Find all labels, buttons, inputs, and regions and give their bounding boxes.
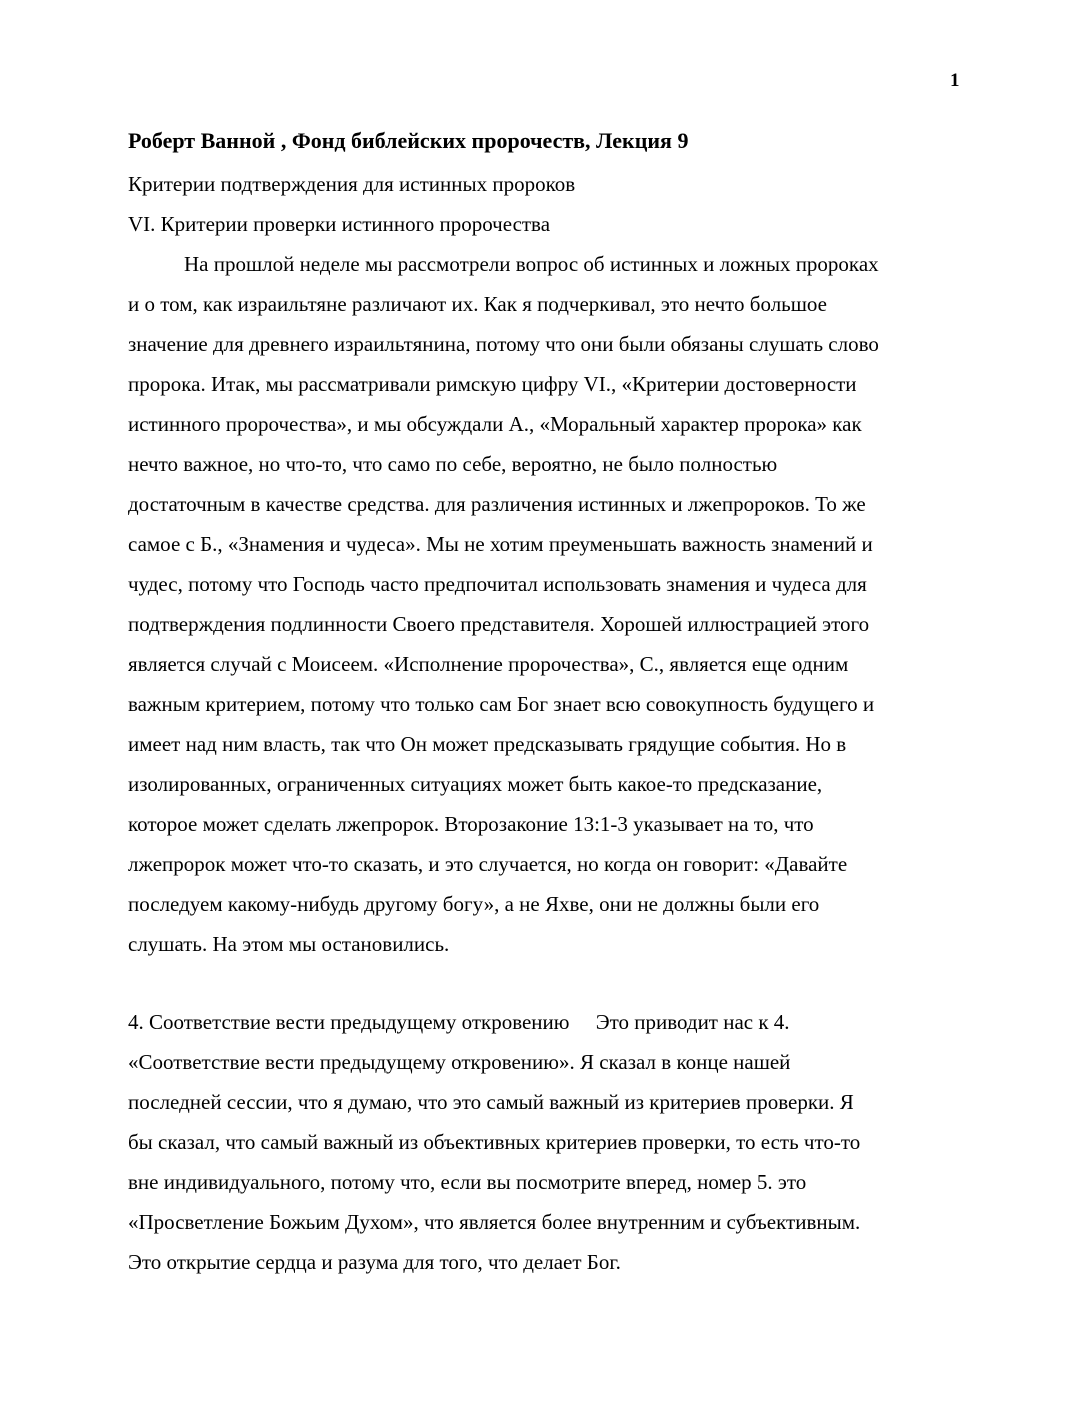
text-line: нечто важное, но что-то, что само по себе, вероятно, не было полностью xyxy=(128,452,778,476)
text-line: последней сессии, что я думаю, что это самый важный из критериев проверки. Я xyxy=(128,1090,854,1114)
text-line: пророка. Итак, мы рассматривали римскую цифру VI., «Критерии достоверности xyxy=(128,372,857,396)
text-line: значение для древнего израильтянина, потому что они были обязаны слушать слово xyxy=(128,332,879,356)
section-heading: VI. Критерии проверки истинного пророчества xyxy=(128,212,551,236)
text-line: чудес, потому что Господь часто предпочитал использовать знамения и чудеса для xyxy=(128,572,867,596)
subtitle: Критерии подтверждения для истинных пророков xyxy=(128,172,576,196)
text-line: Это открытие сердца и разума для того, что делает Бог. xyxy=(128,1250,621,1274)
text-line: имеет над ним власть, так что Он может предсказывать грядущие события. Но в xyxy=(128,732,847,756)
text-line: 4. Соответствие вести предыдущему откровению Это приводит нас к 4. xyxy=(128,1010,790,1034)
page-number: 1 xyxy=(950,70,960,91)
text-line: подтверждения подлинности Своего представителя. Хорошей иллюстрацией этого xyxy=(128,612,870,636)
text-line: «Просветление Божьим Духом», что является более внутренним и субъективным. xyxy=(128,1210,861,1234)
text-line: важным критерием, потому что только сам Бог знает всю совокупность будущего и xyxy=(128,692,875,716)
text-line: последуем какому-нибудь другому богу», а не Яхве, они не должны были его xyxy=(128,892,820,916)
document-title: Роберт Ванной , Фонд библейских пророчеств, Лекция 9 xyxy=(128,128,689,153)
text-line: является случай с Моисеем. «Исполнение пророчества», С., является еще одним xyxy=(128,652,849,676)
text-line: самое с Б., «Знамения и чудеса». Мы не хотим преуменьшать важность знамений и xyxy=(128,532,873,556)
paragraph-2 xyxy=(128,1002,968,1282)
text-line: истинного пророчества», и мы обсуждали А., «Моральный характер пророка» как xyxy=(128,412,862,436)
text-line: лжепророк может что-то сказать, и это случается, но когда он говорит: «Давайте xyxy=(128,852,848,876)
paragraph-1 xyxy=(128,244,968,964)
text-line: На прошлой неделе мы рассмотрели вопрос об истинных и ложных пророках xyxy=(184,252,879,276)
text-line: бы сказал, что самый важный из объективных критериев проверки, то есть что-то xyxy=(128,1130,861,1154)
text-line: достаточным в качестве средства. для различения истинных и лжепророков. То же xyxy=(128,492,866,516)
text-line: которое может сделать лжепророк. Второзаконие 13:1-3 указывает на то, что xyxy=(128,812,814,836)
text-line: вне индивидуального, потому что, если вы посмотрите вперед, номер 5. это xyxy=(128,1170,807,1194)
text-line: слушать. На этом мы остановились. xyxy=(128,932,450,956)
text-line: изолированных, ограниченных ситуациях может быть какое-то предсказание, xyxy=(128,772,823,796)
text-line: и о том, как израильтяне различают их. Как я подчеркивал, это нечто большое xyxy=(128,292,827,316)
text-line: «Соответствие вести предыдущему откровению». Я сказал в конце нашей xyxy=(128,1050,791,1074)
